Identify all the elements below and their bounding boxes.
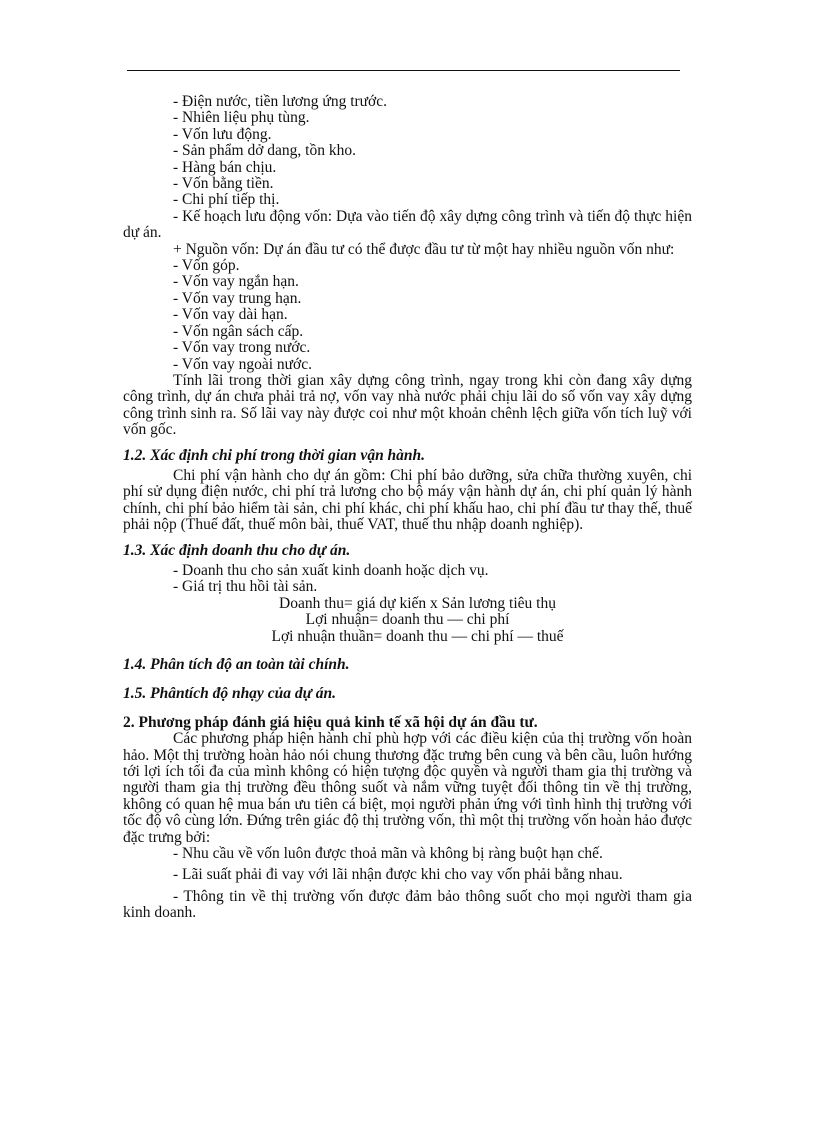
list-item: - Hàng bán chịu. — [173, 158, 277, 176]
list-item: - Vốn bằng tiền. — [173, 175, 274, 193]
tail-item: - Lãi suất phải đi vay với lãi nhận được khi cho vay vốn phải bằng nhau. — [173, 866, 623, 884]
list-item: - Vốn lưu động. — [173, 125, 272, 143]
list-item: - Giá trị thu hồi tài sản. — [173, 578, 318, 596]
list-item: - Sản phẩm dở dang, tồn kho. — [173, 142, 356, 160]
formula-revenue: Doanh thu= giá dự kiến x Sản lương tiêu thụ — [279, 594, 556, 612]
section-heading-1-5: 1.5. Phântích độ nhạy của dự án. — [123, 685, 336, 703]
thi-truong-paragraph: Các phương pháp hiện hành chỉ phù hợp với các điều kiện của thị trường vốn hoàn hảo. Một thị trường hoàn hảo nói chung thương đặc trưng bên cung và bên cầu, luôn hướng tới lợi ích tối đa của mình không có hiện tượng độc quyền và người tham gia thị trường và người tham gia thị trường đều thông suốt và nắm vững tuyệt đối thông tin về thị trường, không có quan hệ mua bán ưu tiên cá biệt, mọi người phản ứng với tình hình thị trường với tốc độ vô cùng lớn. Đứng trên giác độ thị trường vốn, thì một thị trường vốn hoàn hảo được đặc trưng bởi: — [123, 730, 692, 846]
section-heading-2: 2. Phương pháp đánh giá hiệu quả kinh tế xã hội dự án đầu tư. — [123, 713, 538, 731]
page-content — [123, 94, 692, 922]
list-item: - Vốn vay ngắn hạn. — [173, 273, 299, 291]
formula-net-profit: Lợi nhuận thuần= doanh thu — chi phí — thuế — [271, 627, 564, 645]
ke-hoach-paragraph: - Kế hoạch lưu động vốn: Dựa vào tiến độ xây dựng công trình và tiến độ thực hiện dự án. — [123, 207, 692, 242]
list-item: - Nhiên liệu phụ tùng. — [173, 109, 310, 127]
tail-item: - Nhu cầu về vốn luôn được thoả mãn và không bị ràng buột hạn chế. — [173, 845, 603, 863]
tinh-lai-paragraph: Tính lãi trong thời gian xây dựng công trình, ngay trong khi còn đang xây dựng công trình, dự án chưa phải trả nợ, vốn vay nhà nước phải chịu lãi do số vốn vay xây dựng công trình sinh ra. Số lãi vay này được coi như một khoản chênh lệch giữa vốn tích luỹ với vốn gốc. — [123, 371, 692, 439]
list-item: - Điện nước, tiền lương ứng trước. — [173, 93, 388, 110]
list-item: - Vốn vay dài hạn. — [173, 306, 288, 324]
section-heading-1-3: 1.3. Xác định doanh thu cho dự án. — [123, 541, 351, 559]
nguon-von-paragraph: + Nguồn vốn: Dự án đầu tư có thể được đầu tư từ một hay nhiều nguồn vốn như: — [173, 240, 675, 258]
list-item: - Vốn vay trung hạn. — [173, 289, 302, 307]
list-item: - Doanh thu cho sản xuất kinh doanh hoặc dịch vụ. — [173, 561, 489, 579]
list-item: - Vốn ngân sách cấp. — [173, 322, 304, 340]
formula-profit: Lợi nhuận= doanh thu — chi phí — [305, 611, 510, 629]
list-item: - Vốn góp. — [173, 257, 240, 275]
header-rule — [127, 70, 680, 71]
list-item: - Chi phí tiếp thị. — [173, 191, 280, 209]
tail-item: - Thông tin về thị trường vốn được đảm bảo thông suốt cho mọi người tham gia kinh doanh. — [123, 887, 692, 922]
list-item: - Vốn vay ngoài nước. — [173, 355, 312, 373]
chi-phi-paragraph: Chi phí vận hành cho dự án gồm: Chi phí bảo dưỡng, sửa chữa thường xuyên, chi phí sử dụng điện nước, chi phí trả lương cho bộ máy vận hành dự án, chi phí quản lý hành chính, chi phí bảo hiểm tài sản, chi phí khác, chi phí khấu hao, chi phí đầu tư thay thế, thuế phải nộp (Thuế đất, thuế môn bài, thuế VAT, thuế thu nhập doanh nghiệp). — [123, 466, 692, 534]
section-heading-1-4: 1.4. Phân tích độ an toàn tài chính. — [123, 656, 350, 673]
list-item: - Vốn vay trong nước. — [173, 339, 311, 357]
section-heading-1-2: 1.2. Xác định chi phí trong thời gian vận hành. — [123, 446, 426, 464]
